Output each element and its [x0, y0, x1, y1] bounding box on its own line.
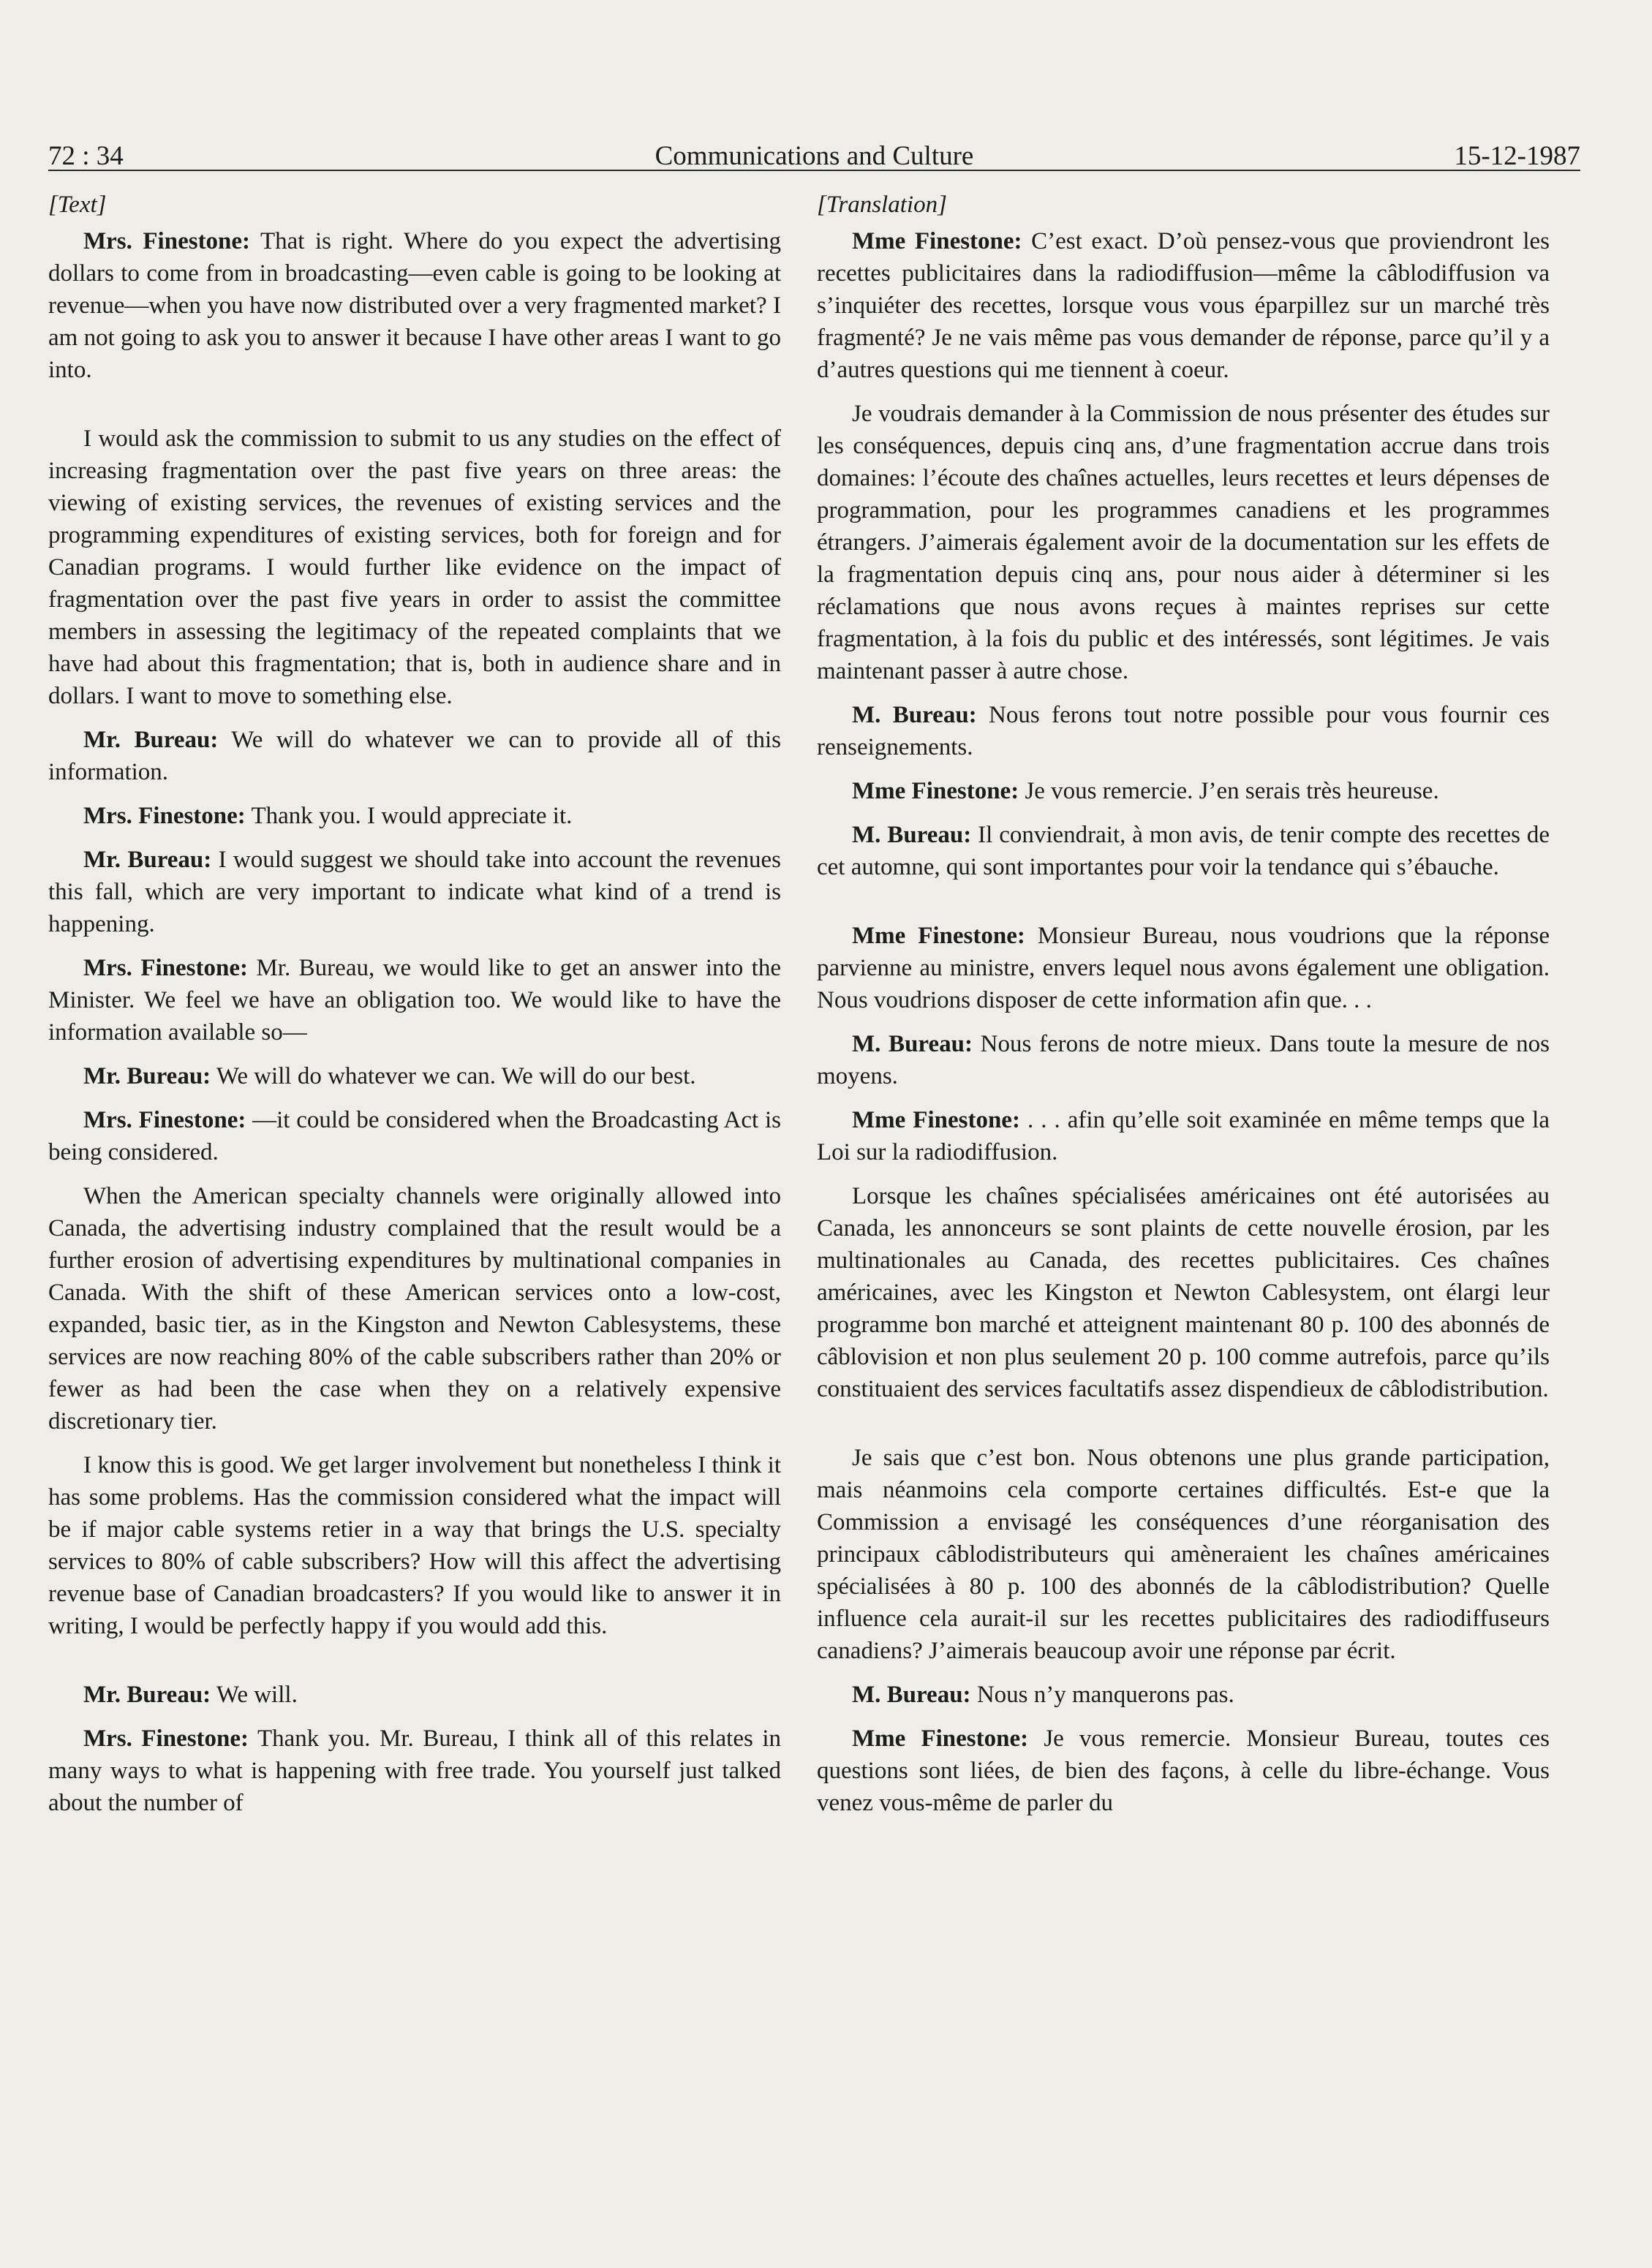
speaker-label: Mr. Bureau: [83, 1682, 211, 1708]
paragraph [48, 1060, 781, 1092]
paragraph [48, 1723, 781, 1819]
paragraph-text: I know this is good. We get larger involvement but nonetheless I think it has some problems. Has the commission considered what the impact will be if major cable systems retier in a way that brings the U.S. specialty services to 80% of cable subscribers? How will this affect the advertising revenue base of Canadian broadcasters? If you would like to answer it in writing, I would be perfectly happy if you would add this. [48, 1452, 781, 1639]
paragraph [48, 724, 781, 788]
running-header [48, 126, 1580, 170]
speaker-label: Mrs. Finestone: [83, 803, 246, 829]
paragraph-text: I would ask the commission to submit to us any studies on the effect of increasing fragmentation over the past five years on three areas: the viewing of existing services, the revenues of existing services and the programming expenditures of existing services, both for foreign and for Canadian programs. I would further like evidence on the impact of fragmentation over the past five years in order to assist the committee members in assessing the legitimacy of the repeated complaints that we have had about this fragmentation; that is, both in audience share and in dollars. I want to move to something else. [48, 426, 781, 709]
speaker-label: Mme Finestone: [852, 228, 1022, 254]
paragraph [817, 1028, 1550, 1092]
paragraph-text: Nous ferons tout notre possible pour vous fournir ces renseignements. [817, 702, 1550, 760]
speaker-label: Mr. Bureau: [83, 1063, 211, 1089]
paragraph [48, 1449, 781, 1642]
paragraph-text: Nous ferons de notre mieux. Dans toute la mesure de nos moyens. [817, 1031, 1550, 1089]
paragraph-text: I would suggest we should take into account the revenues this fall, which are very important to indicate what kind of a trend is happening. [48, 847, 781, 937]
paragraph-text: —it could be considered when the Broadcasting Act is being considered. [48, 1107, 781, 1165]
paragraph-text: Je vous remercie. J’en serais très heureuse. [1025, 778, 1439, 804]
paragraph-text: We will do whatever we can. We will do our best. [216, 1063, 696, 1089]
speaker-label: Mme Finestone: [852, 778, 1019, 804]
paragraph-text: Monsieur Bureau, nous voudrions que la réponse parvienne au ministre, envers lequel nous avons également une obligation. Nous voudrions disposer de cette information afin que. . . [817, 923, 1550, 1013]
speaker-label: Mme Finestone: [852, 923, 1025, 949]
paragraph-text: Je voudrais demander à la Commission de nous présenter des études sur les conséquences, depuis cinq ans, d’une fragmentation accrue dans trois domaines: l’écoute des chaînes actuelles, leurs recettes et leurs dépenses de programmation, pour les programmes canadiens et les programmes étrangers. J’aimerais également avoir de la documentation sur les effets de la fragmentation depuis cinq ans, pour nous aider à déterminer si les réclamations que nous avons reçues à maintes reprises sur cette fragmentation, à la fois du public et des intéressés, sont légitimes. Je vais maintenant passer à autre chose. [817, 401, 1550, 684]
paragraph-text: . . . afin qu’elle soit examinée en même temps que la Loi sur la radiodiffusion. [817, 1107, 1550, 1165]
paragraph-text: When the American specialty channels were originally allowed into Canada, the advertising industry complained that the result would be a further erosion of advertising expenditures by multinational companies in Canada. With the shift of these American services onto a low-cost, expanded, basic tier, as in the Kingston and Newton Cablesystems, these services are now reaching 80% of the cable subscribers rather than 20% or fewer as had been the case when they on a relatively expensive discretionary tier. [48, 1183, 781, 1434]
header-rule [48, 170, 1580, 171]
paragraph [48, 800, 781, 832]
paragraph [817, 920, 1550, 1016]
header-date: 15-12-1987 [1454, 141, 1580, 171]
paragraph [48, 844, 781, 940]
paragraph-text: We will. [216, 1682, 298, 1708]
speaker-label: Mme Finestone: [852, 1107, 1020, 1133]
column-tag: [Text] [48, 192, 107, 218]
paragraph [817, 225, 1550, 386]
paragraph-text: Thank you. Mr. Bureau, I think all of this relates in many ways to what is happening with free trade. You yourself just talked about the number of [48, 1725, 781, 1816]
speaker-label: Mr. Bureau: [83, 847, 212, 873]
paragraph [817, 1104, 1550, 1168]
speaker-label: Mrs. Finestone: [83, 1725, 249, 1752]
committee-title: Communications and Culture [655, 141, 974, 171]
paragraph [48, 1679, 781, 1711]
speaker-label: Mrs. Finestone: [83, 228, 251, 254]
paragraph [817, 699, 1550, 763]
paragraph-text: C’est exact. D’où pensez-vous que proviendront les recettes publicitaires dans la radiodiffusion—même la câblodiffusion va s’inquiéter des recettes, lorsque vous vous éparpillez sur un marché très fragmenté? Je ne vais même pas vous demander de réponse, parce qu’il y a d’autres questions qui me tiennent à coeur. [817, 228, 1550, 383]
paragraph [48, 225, 781, 386]
paragraph [817, 1442, 1550, 1667]
speaker-label: Mme Finestone: [852, 1725, 1029, 1752]
speaker-label: Mrs. Finestone: [83, 1107, 246, 1133]
speaker-label: M. Bureau: [852, 1682, 971, 1708]
speaker-label: M. Bureau: [852, 1031, 973, 1057]
speaker-label: M. Bureau: [852, 702, 977, 728]
paragraph [48, 1180, 781, 1437]
paragraph [817, 1180, 1550, 1405]
paragraph-text: Je sais que c’est bon. Nous obtenons une plus grande participation, mais néanmoins cela comporte certaines difficultés. Est-e que la Commission a envisagé les conséquences d’une réorganisation des principaux câblodistributeurs qui amèneraient les chaînes américaines spécialisées à 80 p. 100 des abonnés de la câblodistribution? Quelle influence cela aurait-il sur les recettes publicitaires des radiodiffuseurs canadiens? J’aimerais beaucoup avoir une réponse par écrit. [817, 1445, 1550, 1664]
paragraph [817, 1679, 1550, 1711]
column-tag: [Translation] [817, 192, 947, 218]
french-column [817, 189, 1550, 1831]
speaker-label: Mrs. Finestone: [83, 955, 248, 981]
speaker-label: Mr. Bureau: [83, 727, 219, 753]
english-column [48, 189, 781, 1831]
paragraph [817, 819, 1550, 883]
paragraph [817, 398, 1550, 687]
paragraph-text: Mr. Bureau, we would like to get an answer into the Minister. We feel we have an obligation too. We would like to have the information available so— [48, 955, 781, 1046]
paragraph [48, 423, 781, 712]
paragraph-text: We will do whatever we can to provide all of this information. [48, 727, 782, 785]
paragraph-text: Je vous remercie. Monsieur Bureau, toutes ces questions sont liées, de bien des façons, à celle du libre-échange. Vous venez vous-même de parler du [817, 1725, 1550, 1816]
paragraph [817, 1723, 1550, 1819]
paragraph-text: Thank you. I would appreciate it. [251, 803, 573, 829]
paragraph [817, 775, 1550, 807]
paragraph [48, 952, 781, 1048]
paragraph [48, 1104, 781, 1168]
paragraph-text: That is right. Where do you expect the advertising dollars to come from in broadcasting—even cable is going to be looking at revenue—when you have now distributed over a very fragmented market? I am not going to ask you to answer it because I have other areas I want to go into. [48, 228, 781, 383]
speaker-label: M. Bureau: [852, 822, 972, 848]
paragraph-text: Nous n’y manquerons pas. [976, 1682, 1234, 1708]
page-reference: 72 : 34 [48, 141, 124, 171]
paragraph-text: Il conviendrait, à mon avis, de tenir compte des recettes de cet automne, qui sont importantes pour voir la tendance qui s’ébauche. [817, 822, 1550, 880]
paragraph-text: Lorsque les chaînes spécialisées américaines ont été autorisées au Canada, les annonceurs se sont plaints de cette nouvelle érosion, par les multinationales au Canada, des recettes publicitaires. Ces chaînes américaines, avec les Kingston et Newton Cablesystem, ont élargi leur programme bon marché et atteignent maintenant 80 p. 100 des abonnés de câblovision et non plus seulement 20 p. 100 comme autrefois, parce qu’ils constituaient des services facultatifs assez dispendieux de câblodistribution. [817, 1183, 1550, 1402]
